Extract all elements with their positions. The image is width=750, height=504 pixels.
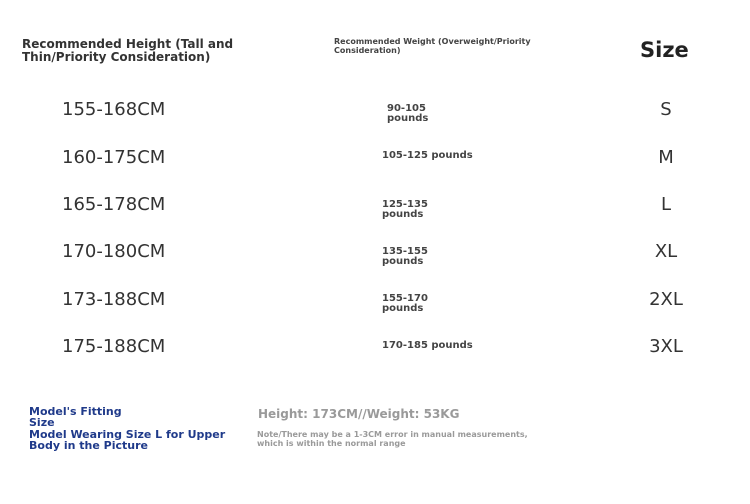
header-height: Recommended Height (Tall and Thin/Priority Consideration) <box>22 37 234 64</box>
header-weight: Recommended Weight (Overweight/Priority Consideration) <box>334 37 531 55</box>
row-weight: 155-170 pounds <box>382 293 428 314</box>
row-size: L <box>660 194 672 215</box>
model-size-note: Model Wearing Size L for Upper Body in the Picture <box>29 428 226 452</box>
model-height-weight: Height: 173CM//Weight: 53KG <box>258 407 460 421</box>
row-height: 175-188CM <box>62 336 166 357</box>
row-height: 170-180CM <box>62 241 166 262</box>
header-size: Size <box>640 38 689 62</box>
row-size: 3XL <box>649 336 683 357</box>
row-weight: 105-125 pounds <box>382 150 473 161</box>
row-height: 160-175CM <box>62 147 166 168</box>
row-height: 173-188CM <box>62 289 166 310</box>
row-height: 155-168CM <box>62 99 166 120</box>
row-size: S <box>660 99 672 120</box>
row-weight: 135-155 pounds <box>382 246 428 267</box>
row-size: XL <box>654 241 678 262</box>
row-size: 2XL <box>649 289 683 310</box>
model-fitting-title: Model's Fitting Size <box>29 405 122 429</box>
row-weight: 125-135 pounds <box>382 199 428 220</box>
measurement-error-note: Note/There may be a 1-3CM error in manual measurements, which is within the normal range <box>257 430 528 448</box>
row-size: M <box>658 147 674 168</box>
row-weight: 170-185 pounds <box>382 340 473 351</box>
row-height: 165-178CM <box>62 194 166 215</box>
row-weight: 90-105 pounds <box>387 103 429 124</box>
